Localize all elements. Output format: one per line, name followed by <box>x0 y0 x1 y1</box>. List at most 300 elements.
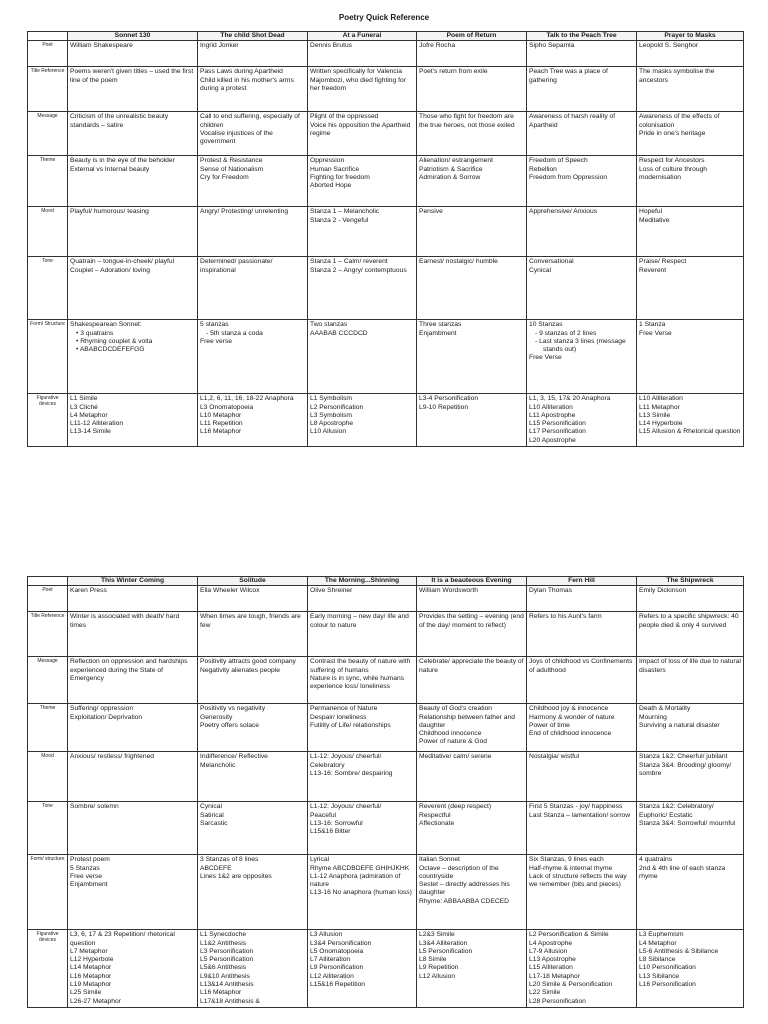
table-cell <box>527 657 637 704</box>
table-cell <box>198 394 308 447</box>
cell-line: Beauty of God's creation <box>419 705 493 713</box>
cell-line: Positivity vs negativity <box>200 705 266 713</box>
table-cell <box>308 156 417 207</box>
table-cell <box>417 704 527 752</box>
cell-line: L13-16 No anaphora (human loss) <box>310 889 412 897</box>
cell-line: Celebratory <box>310 761 345 769</box>
table-cell <box>527 320 637 394</box>
table-row <box>28 394 744 447</box>
cell-line: Free Verse <box>639 329 672 337</box>
cell-line: Lack of structure reflects the way we remember (bits and pieces) <box>529 872 627 889</box>
table-cell <box>68 657 198 704</box>
cell-line: L3 Allusion <box>310 931 343 939</box>
table-cell <box>527 207 637 257</box>
cell-line: L1 Synecdoche <box>200 931 247 939</box>
cell-line: Impact of loss of life due to natural disasters <box>639 658 741 674</box>
column-header: Fern Hill <box>527 577 637 586</box>
cell-line: Satirical <box>200 811 224 819</box>
cell-line: L3 Euphemism <box>639 931 684 939</box>
row-label: Title Reference <box>28 612 68 657</box>
table-row <box>28 657 744 704</box>
cell-line: L8 Simile <box>419 956 447 964</box>
cell-line: L13 Sibilance <box>639 972 680 980</box>
table-row <box>28 930 744 1008</box>
row-label: Message <box>28 657 68 704</box>
table-cell <box>308 802 417 855</box>
cell-line: Dylan Thomas <box>529 587 572 595</box>
cell-line: Stanza 1 – Calm/ reverent <box>310 258 388 266</box>
cell-line: Sarcastic <box>200 819 228 827</box>
cell-line: L10 Personification <box>639 964 696 972</box>
table-cell <box>417 67 527 112</box>
header-row <box>28 577 744 586</box>
table-cell <box>198 930 308 1008</box>
cell-line: L17&18 Antithesis & <box>200 997 260 1005</box>
cell-line: Couplet – Adoration/ loving <box>70 266 150 274</box>
table-cell <box>198 657 308 704</box>
document-title: Poetry Quick Reference <box>338 13 430 22</box>
cell-line: Peach Tree was a place of gathering <box>529 68 608 84</box>
cell-line: Futility of Life/ relationships <box>310 721 391 729</box>
cell-line: L15 Personification <box>529 420 586 428</box>
cell-line: L14 Hyperbole <box>639 420 683 428</box>
cell-line: Stanza 2 - Vengeful <box>310 216 369 224</box>
cell-line: Pensive <box>419 208 443 216</box>
cell-line: Three stanzas <box>419 321 462 329</box>
cell-line: Enjambment <box>419 329 457 337</box>
cell-line: L2 Personification & Simile <box>529 931 609 939</box>
table-row <box>28 802 744 855</box>
cell-line: L25 Simile <box>70 989 102 997</box>
cell-line: L12 Allusion <box>419 972 456 980</box>
cell-line: L28 Personification <box>529 997 586 1005</box>
cell-line: 4 quatrains <box>639 856 673 864</box>
cell-line: L7 Metaphor <box>70 947 108 955</box>
row-label: Tone <box>28 257 68 320</box>
cell-line: Call to end suffering, especially of children <box>200 113 300 129</box>
cell-line: Awareness of harsh reality of Apartheid <box>529 113 616 129</box>
cell-line: Two stanzas <box>310 321 348 329</box>
cell-line: Octave – description of the countryside <box>419 864 499 880</box>
cell-line: Emily Dickinson <box>639 587 687 595</box>
cell-line: L13 Simile <box>639 411 671 419</box>
cell-line: L1 Simile <box>70 395 98 403</box>
cell-line: L3 Personification <box>200 947 254 955</box>
cell-line: L12 Hyperbole <box>70 956 114 964</box>
table-cell <box>68 586 198 612</box>
cell-line: William Wordsworth <box>419 587 478 595</box>
cell-line: Power of nature & God <box>419 738 488 746</box>
cell-line: L16 Metaphor <box>200 989 242 997</box>
table-cell <box>308 394 417 447</box>
table-cell <box>417 612 527 657</box>
cell-line: L14 Metaphor <box>70 964 112 972</box>
cell-line: Freedom of Speech <box>529 157 588 165</box>
cell-line: Poetry offers solace <box>200 721 259 729</box>
cell-line: Pride in one's heritage <box>639 129 706 137</box>
cell-line: Playful/ humorous/ teasing <box>70 208 149 216</box>
cell-line: Sense of Nationalism <box>200 165 264 173</box>
cell-line: Poems weren't given titles – used the first line of the poem <box>70 68 194 84</box>
cell-line: Conversational <box>529 258 574 266</box>
cell-line: L5-6 Antithesis & Sibilance <box>639 947 719 955</box>
cell-line: L16 Personification <box>639 981 696 989</box>
table-cell <box>308 612 417 657</box>
table-cell <box>637 855 744 930</box>
column-header: The Morning...Shinning <box>308 577 417 586</box>
table-cell <box>637 257 744 320</box>
table-cell <box>198 586 308 612</box>
row-label: Form/ structure <box>28 855 68 930</box>
cell-line: Free verse <box>200 337 232 345</box>
table-cell <box>308 257 417 320</box>
cell-line: Earnest/ nostalgic/ humble <box>419 258 498 266</box>
cell-line: Rhyme: ABBAABBA CDECED <box>419 897 509 905</box>
table-cell <box>417 207 527 257</box>
table-cell <box>198 752 308 802</box>
corner-cell <box>28 32 68 41</box>
cell-line: Beauty is in the eye of the beholder <box>70 157 175 165</box>
table-cell <box>198 612 308 657</box>
cell-line: Nature is in sync, while humans experience loss/ loneliness <box>310 674 405 691</box>
row-label: Figurative devices <box>28 930 68 1008</box>
column-header: This Winter Coming <box>68 577 198 586</box>
table-cell <box>637 207 744 257</box>
table-row <box>28 320 744 394</box>
cell-line: L5 Onomatopoeia <box>310 947 364 955</box>
table-cell <box>637 612 744 657</box>
cell-line: Those who fight for freedom are the true heroes, not those exiled <box>419 113 515 129</box>
cell-line: Fighting for freedom <box>310 173 370 181</box>
cell-line: Cynical <box>529 266 551 274</box>
table-cell <box>417 320 527 394</box>
cell-line: Reverent (deep respect) <box>419 803 492 811</box>
cell-line: L11 Repetition <box>200 420 243 428</box>
cell-line: Determined/ passionate/ inspirational <box>200 258 273 274</box>
cell-line: L13-16: Sombre/ despairing <box>310 769 393 777</box>
cell-line: 2nd & 4th line of each stanza rhyme <box>639 864 726 880</box>
cell-line: L2 Personification <box>310 403 364 411</box>
table-cell <box>198 320 308 394</box>
table-row <box>28 207 744 257</box>
row-label: Poet <box>28 41 68 67</box>
cell-line: L7-9 Allusion <box>529 947 568 955</box>
cell-line: L1,2, 6, 11, 16, 18-22 Anaphora <box>200 395 294 403</box>
cell-line: L11 Metaphor <box>639 403 680 411</box>
cell-line: The masks symbolise the ancestors <box>639 68 715 84</box>
cell-line: Anxious/ restless/ frightened <box>70 753 155 761</box>
cell-line: Voice his opposition the Apartheid regime <box>310 121 411 137</box>
table-cell <box>308 855 417 930</box>
cell-line: L5 Personification <box>419 947 473 955</box>
table-cell <box>527 156 637 207</box>
column-header: Solitude <box>198 577 308 586</box>
table-cell <box>68 156 198 207</box>
cell-line: Meditative/ calm/ serene <box>419 753 492 761</box>
row-label: Theme <box>28 704 68 752</box>
table-cell <box>308 112 417 156</box>
cell-line: Alienation/ estrangement <box>419 157 493 165</box>
table-cell <box>308 207 417 257</box>
cell-line: Apprehensive/ Anxious <box>529 208 598 216</box>
header-row <box>28 32 744 41</box>
cell-line: Written specifically for Valencia Majombozi, who died fighting for her freedom <box>310 68 406 92</box>
table-cell <box>308 657 417 704</box>
cell-line: Death & Mortality <box>639 705 691 713</box>
cell-line: Rhyme ABCDBDEFE GHIHJKHK <box>310 864 410 872</box>
cell-line: L19 Metaphor <box>70 981 112 989</box>
cell-line: L12 Alliteration <box>310 972 354 980</box>
cell-line: Child killed in his mother's arms during a protest <box>200 76 294 92</box>
cell-line: L1-12 Anaphora (admiration of nature <box>310 872 401 889</box>
cell-line: Affectionate <box>419 819 455 827</box>
cell-line: L3&4 Personification <box>310 939 372 947</box>
cell-line: L10 Allusion <box>310 428 347 436</box>
cell-line: Six Stanzas, 9 lines each <box>529 856 604 864</box>
cell-line: L5 Personification <box>200 956 254 964</box>
cell-line: L3, 6, 17 & 23 Repetition/ rhetorical question <box>70 931 175 947</box>
table-cell <box>637 657 744 704</box>
table-cell <box>637 320 744 394</box>
column-header: The child Shot Dead <box>198 32 308 41</box>
cell-line: Plight of the oppressed <box>310 113 379 121</box>
cell-line: Peaceful <box>310 811 337 819</box>
table-cell <box>68 257 198 320</box>
cell-line: L8 Sibilance <box>639 956 676 964</box>
cell-line: Dennis Brutus <box>310 42 353 50</box>
cell-line: L15 Alliteration <box>529 964 573 972</box>
cell-line: L4 Apostrophe <box>529 939 573 947</box>
cell-line: L5&6 Antithesis <box>200 964 247 972</box>
cell-line: L3 Onomatopoeia <box>200 403 254 411</box>
table-cell <box>308 752 417 802</box>
cell-line: ABCDEFE <box>200 864 232 872</box>
column-header: It is a beauteous Evening <box>417 577 527 586</box>
table-cell <box>308 704 417 752</box>
cell-line: Sombre/ solemn <box>70 803 119 811</box>
cell-line: 3 Stanzas of 8 lines <box>200 856 259 864</box>
cell-line: • Rhyming couplet & volta <box>76 337 153 345</box>
table-cell <box>527 586 637 612</box>
reference-table-2 <box>27 576 744 1008</box>
table-cell <box>198 802 308 855</box>
cell-line: Refers to his Aunt's farm <box>529 613 602 621</box>
cell-line: Half-rhyme & internal rhyme <box>529 864 613 872</box>
cell-line: L3 Symbolism <box>310 411 352 419</box>
table-cell <box>68 67 198 112</box>
cell-line: L17-18 Metaphor <box>529 972 580 980</box>
cell-line: Pass Laws during Apartheid <box>200 68 283 76</box>
cell-line: Respectful <box>419 811 451 819</box>
cell-line: Surviving a natural disaster <box>639 721 720 729</box>
cell-line: L26-27 Metaphor <box>70 997 121 1005</box>
table-cell <box>198 855 308 930</box>
table-cell <box>68 41 198 67</box>
table-cell <box>198 41 308 67</box>
cell-line: Reverent <box>639 266 667 274</box>
cell-line: Mourning <box>639 713 667 721</box>
table-cell <box>68 320 198 394</box>
table-cell <box>68 612 198 657</box>
cell-line: External vs Internal beauty <box>70 165 150 173</box>
cell-line: Italian Sonnet <box>419 856 460 864</box>
table-cell <box>637 394 744 447</box>
cell-line: L9 Personification <box>310 964 364 972</box>
column-header: At a Funeral <box>308 32 417 41</box>
cell-line: Protest poem <box>70 856 110 864</box>
cell-line: L9-10 Repetition <box>419 403 469 411</box>
table-cell <box>68 930 198 1008</box>
cell-line: Enjambment <box>70 881 108 889</box>
cell-line: L16 Metaphor <box>200 428 242 436</box>
cell-line: 10 Stanzas <box>529 321 563 329</box>
cell-line: L9 Repetition <box>419 964 459 972</box>
cell-line: Stanza 3&4: Sorrowful/ mournful <box>639 819 736 827</box>
cell-line: 5 Stanzas <box>70 864 100 872</box>
cell-line: L13 Apostrophe <box>529 956 576 964</box>
table-row <box>28 41 744 67</box>
table-row <box>28 612 744 657</box>
cell-line: L8 Apostrophe <box>310 420 354 428</box>
table-cell <box>198 207 308 257</box>
cell-line: Indifference/ Reflective <box>200 753 268 761</box>
table-cell <box>527 752 637 802</box>
cell-line: Karen Press <box>70 587 107 595</box>
cell-line: Oppression <box>310 157 345 165</box>
cell-line: Awareness of the effects of colonisation <box>639 113 720 129</box>
cell-line: L20 Simile & Personification <box>529 981 613 989</box>
cell-line: L13-16: Sorrowful <box>310 819 363 827</box>
table-cell <box>527 394 637 447</box>
cell-line: Permanence of Nature <box>310 705 378 713</box>
row-label: Mood <box>28 752 68 802</box>
table-cell <box>527 257 637 320</box>
table-cell <box>527 930 637 1008</box>
cell-line: L16 Metaphor <box>70 972 112 980</box>
cell-line: Free Verse <box>529 354 562 362</box>
cell-line: Early morning – new day/ life and colour to nature <box>310 613 409 629</box>
table-cell <box>527 802 637 855</box>
cell-line: L15&16 Bitter <box>310 828 351 836</box>
table-cell <box>527 41 637 67</box>
table-cell <box>417 855 527 930</box>
table-cell <box>417 930 527 1008</box>
table-cell <box>308 67 417 112</box>
cell-line: L4 Metaphor <box>70 411 108 419</box>
table-cell <box>68 207 198 257</box>
table-cell <box>417 802 527 855</box>
cell-line: Ella Wheeler Wilcox <box>200 587 260 595</box>
table-cell <box>68 752 198 802</box>
cell-line: L15 Allusion & Rhetorical question <box>639 428 741 436</box>
cell-line: Angry/ Protesting/ unrelenting <box>200 208 289 216</box>
cell-line: Contrast the beauty of nature with suffering of humans <box>310 658 411 674</box>
cell-line: L15&16 Repetition <box>310 981 366 989</box>
cell-line: Human Sacrifice <box>310 165 360 173</box>
cell-line: End of childhood innocence <box>529 730 612 738</box>
table-cell <box>417 752 527 802</box>
table-cell <box>417 394 527 447</box>
table-cell <box>198 156 308 207</box>
column-header: Prayer to Masks <box>637 32 744 41</box>
table-cell <box>527 67 637 112</box>
table-cell <box>198 67 308 112</box>
cell-line: L1-12: Joyous/ cheerful/ <box>310 803 382 811</box>
cell-line: L11 Apostrophe <box>529 411 576 419</box>
table-cell <box>68 704 198 752</box>
cell-line: Refers to a specific shipwreck: 40 people died & only 4 survived <box>639 613 739 629</box>
corner-cell <box>28 577 68 586</box>
row-label: Theme <box>28 156 68 207</box>
row-label: Form/ Structure <box>28 320 68 394</box>
cell-line: Lines 1&2 are opposites <box>200 872 272 880</box>
table-row <box>28 67 744 112</box>
cell-line: AAABAB CCCDCD <box>310 329 368 337</box>
cell-line: Stanza 3&4: Brooding/ gloomy/ sombre <box>639 761 732 777</box>
table-cell <box>308 320 417 394</box>
table-cell <box>637 156 744 207</box>
cell-line: L10 Alliteration <box>639 395 683 403</box>
cell-line: Exploitation/ Deprivation <box>70 713 143 721</box>
cell-line: L13-14 Simile <box>70 428 111 436</box>
cell-line: Shakespearean Sonnet: <box>70 321 142 329</box>
row-label: Tone <box>28 802 68 855</box>
table-cell <box>198 112 308 156</box>
table-row <box>28 855 744 930</box>
table-cell <box>637 704 744 752</box>
cell-line: L2&3 Simile <box>419 931 455 939</box>
cell-line: Criticism of the unrealistic beauty standards – satire <box>70 113 169 129</box>
cell-line: Patriotism & Sacrifice <box>419 165 483 173</box>
cell-line: First 5 Stanzas - joy/ happiness <box>529 803 623 811</box>
cell-line: L3 Cliché <box>70 403 98 411</box>
cell-line: - Last stanza 3 lines (message stands out) <box>535 337 626 354</box>
table-cell <box>637 802 744 855</box>
cell-line: Stanza 2 – Angry/ contemptuous <box>310 266 407 274</box>
table-cell <box>527 855 637 930</box>
cell-line: Celebrate/ appreciate the beauty of nature <box>419 658 524 674</box>
cell-line: Freedom from Oppression <box>529 173 608 181</box>
table-cell <box>68 394 198 447</box>
cell-line: Sipho Sepamla <box>529 42 575 50</box>
table-cell <box>417 41 527 67</box>
cell-line: Hopeful <box>639 208 663 216</box>
cell-line: Despair/ loneliness <box>310 713 367 721</box>
cell-line: Winter is associated with death/ hard times <box>70 613 180 629</box>
cell-line: Leopold S. Senghor <box>639 42 699 50</box>
table-cell <box>308 41 417 67</box>
cell-line: Provides the setting – evening (end of the day/ moment to reflect) <box>419 613 524 629</box>
cell-line: Reflection on oppression and hardships experienced during the State of Emergency <box>70 658 188 682</box>
column-header: Poem of Return <box>417 32 527 41</box>
table-cell <box>527 612 637 657</box>
cell-line: Childhood innocence <box>419 730 482 738</box>
table-row <box>28 257 744 320</box>
cell-line: • 3 quatrains <box>76 329 114 337</box>
cell-line: L7 Alliteration <box>310 956 351 964</box>
cell-line: L3-4 Personification <box>419 395 479 403</box>
cell-line: L11-12 Alliteration <box>70 420 124 428</box>
cell-line: L1 Symbolism <box>310 395 352 403</box>
cell-line: L1, 3, 15, 17& 20 Anaphora <box>529 395 611 403</box>
cell-line: Vocalise injustices of the government <box>200 129 273 146</box>
cell-line: Childhood joy & innocence <box>529 705 609 713</box>
table-cell <box>198 257 308 320</box>
cell-line: Nostalgia/ wistful <box>529 753 580 761</box>
cell-line: When times are tough, friends are few <box>200 613 301 629</box>
column-header: Sonnet 130 <box>68 32 198 41</box>
cell-line: Loss of culture through modernisation <box>639 165 708 181</box>
